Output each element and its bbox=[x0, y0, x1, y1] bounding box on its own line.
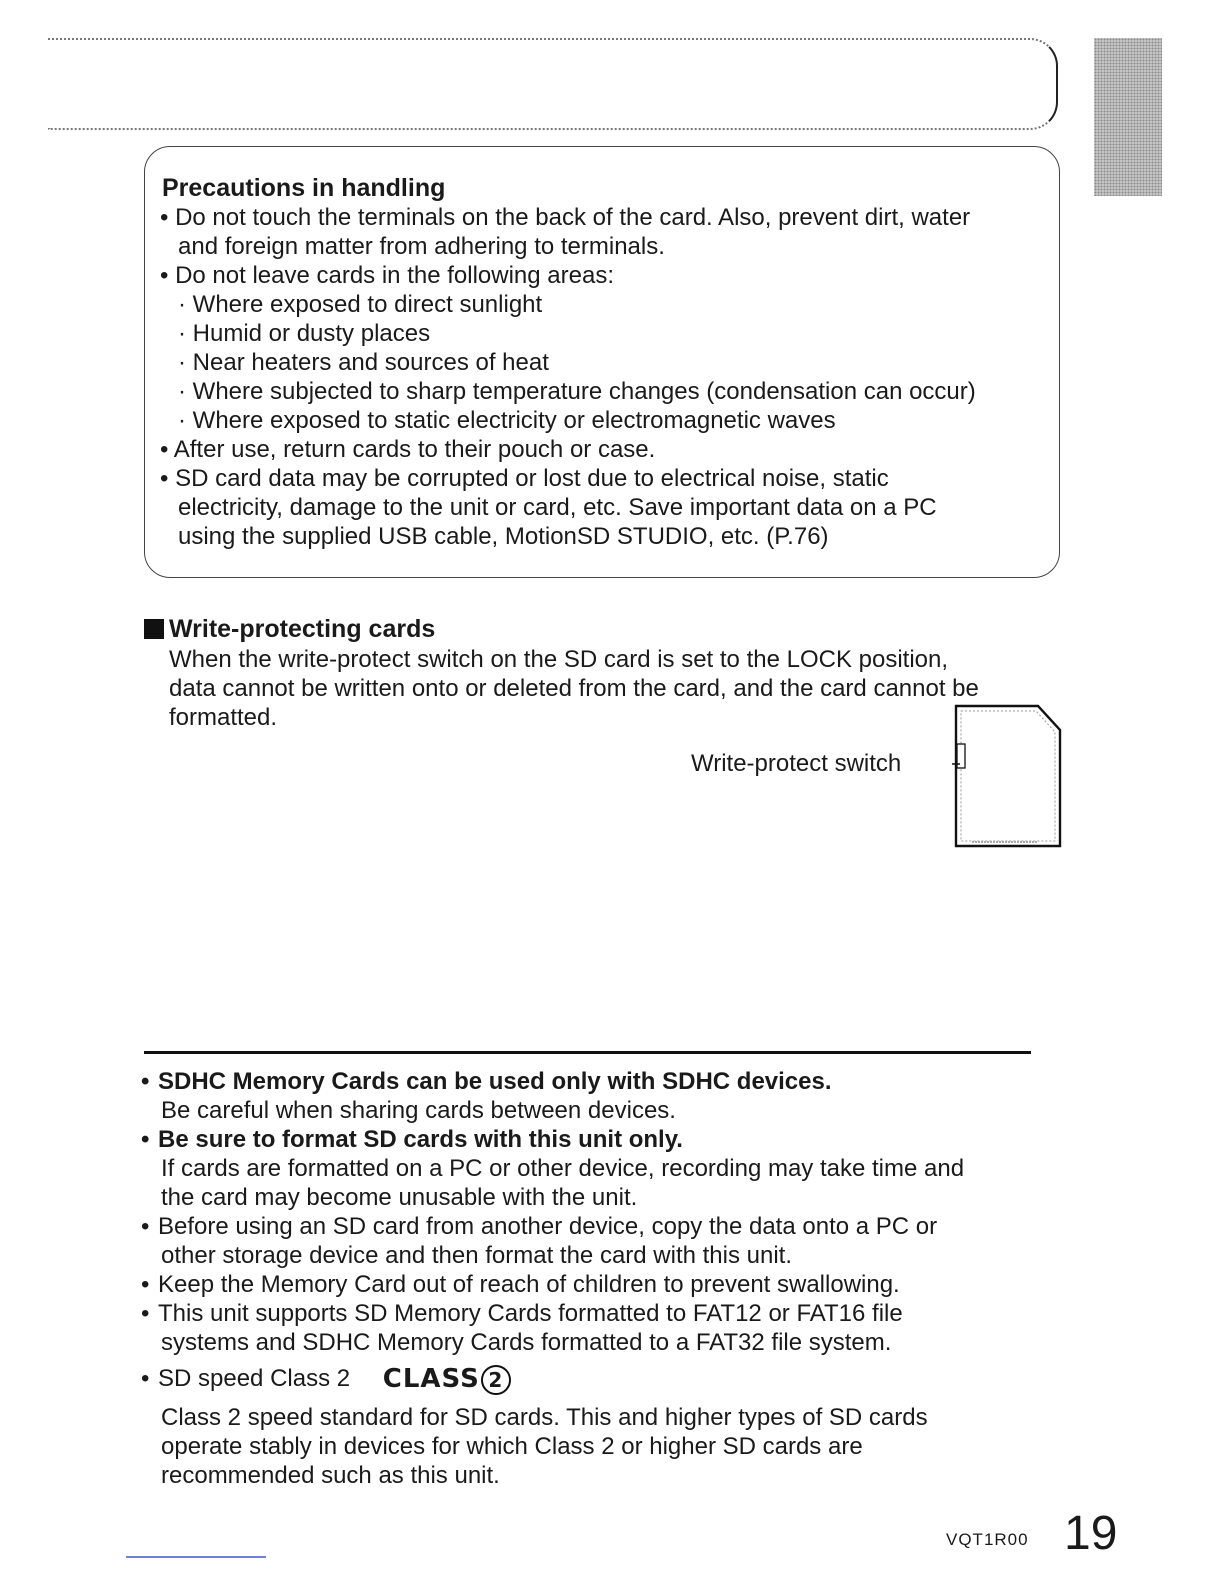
note-text: If cards are formatted on a PC or other device, recording may take time and bbox=[161, 1155, 965, 1182]
note-supports: • This unit supports SD Memory Cards formatted to FAT12 or FAT16 file bbox=[141, 1300, 903, 1327]
note-sdhc: • SDHC Memory Cards can be used only with SDHC devices. bbox=[141, 1068, 832, 1095]
sd-class-2-logo: CLASS 2 bbox=[383, 1365, 511, 1395]
precaution-line: • Do not leave cards in the following areas: bbox=[160, 262, 614, 289]
section-divider bbox=[144, 1051, 1031, 1054]
precaution-subitem: · Where exposed to direct sunlight bbox=[178, 291, 543, 318]
note-text: Be careful when sharing cards between devices. bbox=[161, 1097, 676, 1124]
precaution-line: • After use, return cards to their pouch or case. bbox=[160, 436, 656, 463]
precaution-line: • Do not touch the terminals on the back of the card. Also, prevent dirt, water bbox=[160, 204, 971, 231]
write-protect-text: data cannot be written onto or deleted from the card, and the card cannot be bbox=[169, 675, 979, 702]
square-bullet-icon bbox=[144, 619, 164, 639]
bullet-dot-icon: • bbox=[141, 1300, 150, 1327]
precaution-line: electricity, damage to the unit or card, etc. Save important data on a PC bbox=[178, 494, 937, 521]
precaution-subitem: · Near heaters and sources of heat bbox=[178, 349, 549, 376]
precautions-title: Precautions in handling bbox=[162, 174, 446, 202]
precaution-line: • SD card data may be corrupted or lost due to electrical noise, static bbox=[160, 465, 889, 492]
write-protect-text: When the write-protect switch on the SD card is set to the LOCK position, bbox=[169, 646, 949, 673]
page-number: 19 bbox=[1064, 1507, 1118, 1560]
note-text: Class 2 speed standard for SD cards. This and higher types of SD cards bbox=[161, 1404, 928, 1431]
note-keep: • Keep the Memory Card out of reach of children to prevent swallowing. bbox=[141, 1271, 900, 1298]
precaution-line: using the supplied USB cable, MotionSD STUDIO, etc. (P.76) bbox=[178, 523, 829, 550]
bullet-dot-icon: • bbox=[141, 1365, 150, 1392]
note-speed-class: • SD speed Class 2 CLASS 2 bbox=[141, 1364, 511, 1395]
precaution-subitem: · Where exposed to static electricity or electromagnetic waves bbox=[178, 407, 836, 434]
note-text: the card may become unusable with the unit. bbox=[161, 1184, 638, 1211]
note-text: operate stably in devices for which Class 2 or higher SD cards are bbox=[161, 1433, 863, 1460]
note-text: recommended such as this unit. bbox=[161, 1462, 500, 1489]
precaution-line: and foreign matter from adhering to terminals. bbox=[178, 233, 665, 260]
bullet-dot-icon: • bbox=[141, 1068, 150, 1095]
write-protect-text: formatted. bbox=[169, 704, 278, 731]
write-protect-heading: Write-protecting cards bbox=[144, 614, 435, 644]
sd-card-illustration bbox=[952, 704, 1062, 848]
note-text: systems and SDHC Memory Cards formatted to a FAT32 file system. bbox=[161, 1329, 892, 1356]
note-before: • Before using an SD card from another device, copy the data onto a PC or bbox=[141, 1213, 938, 1240]
bullet-dot-icon: • bbox=[141, 1271, 150, 1298]
note-format: • Be sure to format SD cards with this unit only. bbox=[141, 1126, 683, 1153]
bullet-dot-icon: • bbox=[141, 1213, 150, 1240]
bullet-dot-icon: • bbox=[141, 1126, 150, 1153]
note-text: other storage device and then format the card with this unit. bbox=[161, 1242, 793, 1269]
precaution-subitem: · Humid or dusty places bbox=[178, 320, 431, 347]
document-code: VQT1R00 bbox=[946, 1530, 1029, 1549]
write-protect-switch-label: Write-protect switch bbox=[691, 750, 902, 777]
header-frame bbox=[48, 38, 1058, 130]
precaution-subitem: · Where subjected to sharp temperature changes (condensation can occur) bbox=[178, 378, 976, 405]
footer-link-underline[interactable] bbox=[126, 1556, 266, 1558]
side-tab-marker bbox=[1094, 38, 1162, 196]
